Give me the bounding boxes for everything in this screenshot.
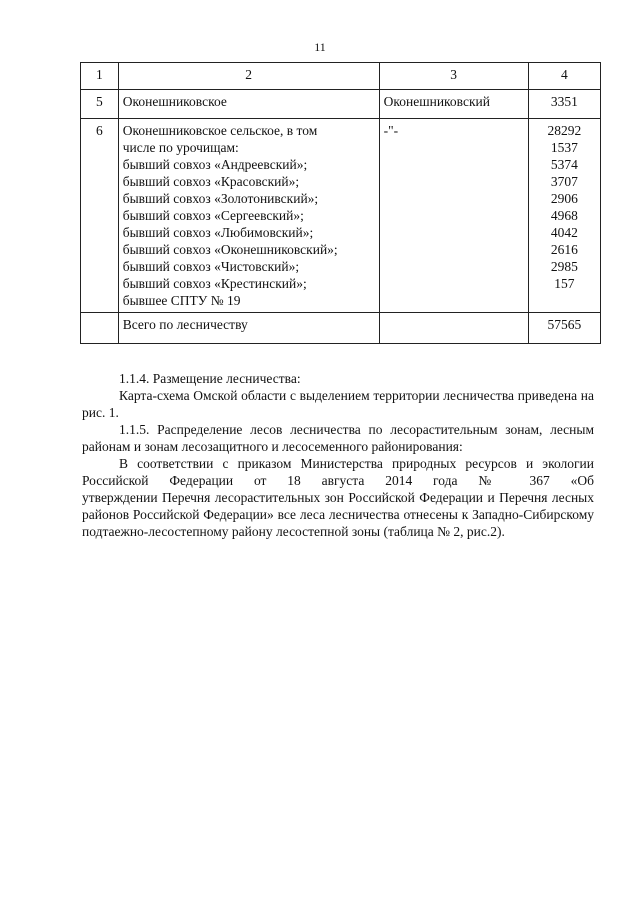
area-value: 4968 xyxy=(550,208,578,223)
paragraph: утверждении Перечня лесорастительных зон Российской Федерации и Перечня лесных районов Российской Федерации» все леса лесничества отнесены к Западно-Сибирскому подтаежно-лесостепному району лесостепной зоны (таблица № 2, рис.2). xyxy=(82,490,594,539)
area-list xyxy=(528,119,600,313)
table-row xyxy=(81,90,601,119)
name-line: бывший совхоз «Сергеевский»; xyxy=(122,208,304,223)
area-value: 1537 xyxy=(550,140,578,155)
name-line: бывшее СПТУ № 19 xyxy=(122,293,241,308)
district-name: Оконешниковский xyxy=(379,90,528,119)
name-line: числе по урочищам: xyxy=(122,140,239,155)
area-value: 3351 xyxy=(528,90,600,119)
empty-cell xyxy=(379,313,528,344)
name-line: бывший совхоз «Чистовский»; xyxy=(122,259,300,274)
header-cell-4: 4 xyxy=(528,63,600,90)
name-line: бывший совхоз «Любимовский»; xyxy=(122,225,314,240)
body-text xyxy=(82,370,594,540)
area-value: 5374 xyxy=(550,157,578,172)
forestry-table xyxy=(80,62,601,344)
row-number: 6 xyxy=(81,119,119,313)
area-value: 2906 xyxy=(550,191,578,206)
row-number: 5 xyxy=(81,90,119,119)
area-value: 4042 xyxy=(550,225,578,240)
table-total-row xyxy=(81,313,601,344)
name-line: бывший совхоз «Оконешниковский»; xyxy=(122,242,338,257)
total-label: Всего по лесничеству xyxy=(118,313,379,344)
area-value: 28292 xyxy=(547,123,582,138)
header-cell-2: 2 xyxy=(118,63,379,90)
section-heading: 1.1.5. Распределение лесов лесничества по лесорастительным зонам, лесным районам и зонам лесозащитного и лесосеменного районирования: xyxy=(82,422,594,454)
page-number: 11 xyxy=(314,40,326,54)
forestry-name: Оконешниковское xyxy=(118,90,379,119)
area-value: 3707 xyxy=(550,174,578,189)
paragraph: Карта-схема Омской области с выделением территории лесничества приведена на рис. 1. xyxy=(82,388,594,420)
name-line: Оконешниковское сельское, в том xyxy=(122,123,318,138)
name-line: бывший совхоз «Красовский»; xyxy=(122,174,300,189)
total-area: 57565 xyxy=(528,313,600,344)
district-name: -"- xyxy=(379,119,528,313)
section-heading: 1.1.4. Размещение лесничества: xyxy=(119,371,301,386)
paragraph: В соответствии с приказом Министерства природных ресурсов и экологии Российской Федерации от 18 августа 2014 года № 367 «Об xyxy=(82,456,594,488)
area-value: 157 xyxy=(554,276,575,291)
table-header-row xyxy=(81,63,601,90)
empty-cell xyxy=(81,313,119,344)
name-line: бывший совхоз «Крестинский»; xyxy=(122,276,307,291)
forestry-name-list xyxy=(118,119,379,313)
name-line: бывший совхоз «Андреевский»; xyxy=(122,157,308,172)
table-row xyxy=(81,119,601,313)
area-value: 2985 xyxy=(550,259,578,274)
header-cell-1: 1 xyxy=(81,63,119,90)
name-line: бывший совхоз «Золотонивский»; xyxy=(122,191,319,206)
area-value: 2616 xyxy=(550,242,578,257)
header-cell-3: 3 xyxy=(379,63,528,90)
